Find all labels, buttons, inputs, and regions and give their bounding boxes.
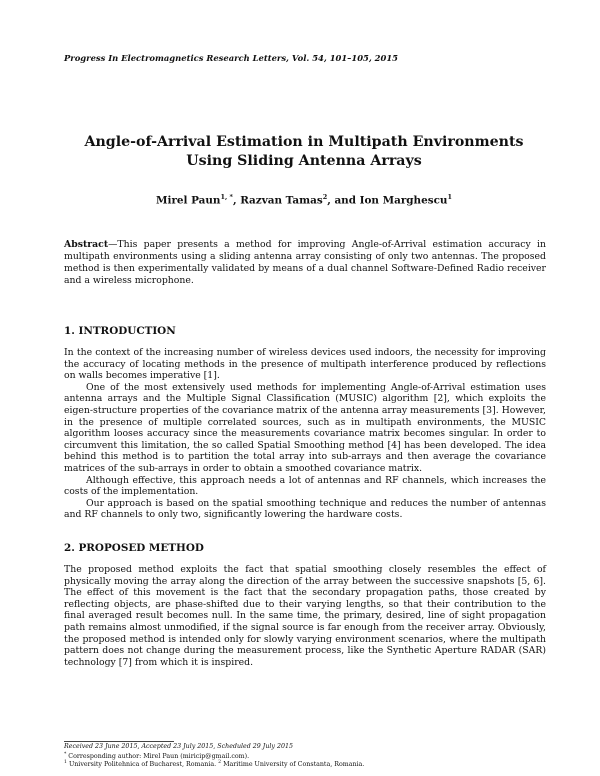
- abstract-label: Abstract: [64, 239, 109, 250]
- author-name: Ion Marghescu: [359, 194, 448, 207]
- author-affiliation-mark: 1, *: [220, 193, 233, 201]
- affiliation-text: University Politehnica of Bucharest, Romania.: [66, 761, 219, 769]
- section-heading-proposed-method: 2. PROPOSED METHOD: [64, 542, 204, 554]
- paragraph: In the context of the increasing number of wireless devices used indoors, the necessity for improving the accuracy of locating methods in the presence of multipath interference produced by reflections on walls becomes imperative [1].: [64, 347, 546, 382]
- paragraph: The proposed method exploits the fact that spatial smoothing closely resembles the effect of physically moving the array along the direction of the array between the successive snapshots [5, 6]. The effect of this movement is the fact that the secondary propagation paths, those created by reflecting objects, are phase-shifted due to their varying lengths, so that their contribution to the final averaged result becomes null. In the same time, the primary, desired, line of sight propagation path remains almost unmodified, if the signal source is far enough from the receiver array. Obviously, the proposed method is intended only for slowly varying environment scenarios, where the multipath pattern does not change during the measurement process, like the Synthetic Aperture RADAR (SAR) technology [7] from which it is inspired.: [64, 564, 546, 668]
- paper-title: [64, 133, 544, 171]
- author-name: Razvan Tamas: [240, 194, 323, 207]
- author-affiliation-mark: 2: [322, 193, 328, 201]
- journal-header: Progress In Electromagnetics Research Letters, Vol. 54, 101–105, 2015: [64, 53, 398, 63]
- affiliation-text: Maritime University of Constanta, Romania.: [221, 761, 365, 769]
- paper-title-line-2: Using Sliding Antenna Arrays: [186, 153, 422, 169]
- author-name: Mirel Paun: [156, 194, 221, 207]
- abstract: [64, 239, 546, 287]
- footnote-mark: 1: [64, 760, 67, 765]
- received-dates: Received 23 June 2015, Accepted 23 July 2015, Scheduled 29 July 2015: [64, 743, 293, 750]
- footnote-divider: [64, 741, 174, 742]
- author-separator: ,: [232, 194, 241, 207]
- paper-title-line-1: Angle-of-Arrival Estimation in Multipath Environments: [84, 134, 524, 150]
- paragraph: Our approach is based on the spatial smoothing technique and reduces the number of antennas and RF channels to only two, significantly lowering the hardware costs.: [64, 497, 546, 521]
- author-separator: , and: [327, 194, 360, 207]
- section-heading-introduction: 1. INTRODUCTION: [64, 325, 176, 337]
- footnote-mark: 2: [218, 760, 222, 765]
- paragraph: One of the most extensively used methods for implementing Angle-of-Arrival estimation uses antenna arrays and the Multiple Signal Classification (MUSIC) algorithm [2], which exploits the eigen-structure properties of the covariance matrix of the antenna array measurements [3]. However, in the presence of multiple correlated sources, such as in multipath environments, the MUSIC algorithm looses accuracy since the measurements covariance matrix becomes singular. In order to circumvent this limitation, the so called Spatial Smoothing method [4] has been developed. The idea behind this method is to partition the total array into sub-arrays and then average the covariance matrices of the sub-arrays in order to obtain a smoothed covariance matrix.: [64, 381, 546, 474]
- author-list: [64, 193, 544, 206]
- abstract-text: —This paper presents a method for improving Angle-of-Arrival estimation accuracy in multipath environments using a sliding antenna array consisting of only two antennas. The proposed method is then experimentally validated by means of a dual channel Software-Defined Radio receiver and a wireless microphone.: [64, 239, 546, 286]
- corresponding-author-text: Corresponding author: Mirel Paun (miricip@gmail.com).: [66, 753, 250, 761]
- footnote-mark: *: [64, 752, 67, 757]
- author-affiliation-mark: 1: [447, 193, 452, 201]
- footnote-received: [64, 743, 544, 751]
- paragraph: Although effective, this approach needs a lot of antennas and RF channels, which increases the costs of the implementation.: [64, 474, 546, 498]
- introduction-body: [64, 347, 546, 521]
- proposed-method-body: [64, 564, 546, 668]
- footnote-affiliations: [64, 759, 544, 769]
